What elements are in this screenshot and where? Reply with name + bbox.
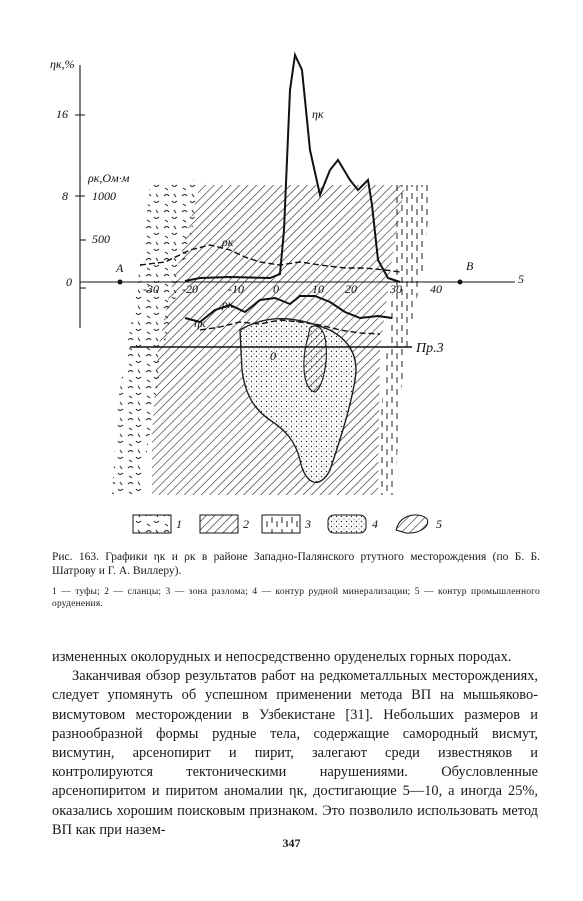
legend-label-3: 3 <box>305 517 311 531</box>
y-tick-8: 8 <box>62 189 68 203</box>
point-a-label: A <box>116 261 124 275</box>
x-tick-minus30: -30 <box>143 282 159 296</box>
body-text <box>52 648 538 840</box>
rho-curve-label-lower: ρк <box>222 297 234 311</box>
legend-swatch-fault <box>262 515 300 533</box>
point-b-label: B <box>466 259 474 273</box>
legend-label-1: 1 <box>176 517 182 531</box>
y-tick-16: 16 <box>56 107 68 121</box>
legend-swatch-shale <box>200 515 238 533</box>
y-tick-0: 0 <box>66 275 72 289</box>
figure-legend-text: 1 — туфы; 2 — сланцы; 3 — зона разлома; 4 — контур рудной минерализации; 5 — контур промышленного оруденения. <box>52 587 540 609</box>
x-tick-minus20: -20 <box>182 282 198 296</box>
x-tick-30: 30 <box>390 282 402 296</box>
x-end-label: 5 <box>518 272 524 286</box>
eta-curve-label: ηк <box>312 107 324 121</box>
page-number: 347 <box>282 836 301 850</box>
x-tick-20: 20 <box>345 282 357 296</box>
x-tick-10: 10 <box>312 282 324 296</box>
legend-label-4: 4 <box>372 517 378 531</box>
rho-curve-label-upper: ρк <box>222 235 234 249</box>
y-axis-title: ηк,% <box>50 57 75 71</box>
x-tick-40: 40 <box>430 282 442 296</box>
rho-tick-500: 500 <box>92 232 110 246</box>
geologic-map <box>112 180 430 495</box>
rho-axis-title: ρк,Ом·м <box>88 171 130 185</box>
legend <box>133 515 442 533</box>
profile-label: Пр.3 <box>416 341 444 356</box>
paragraph-2: Заканчивая обзор результатов работ на редкометалльных месторождениях, следует упомянуть об успешном применении метода ВП на мышьяково-висмутовом месторождении в Узбекистане [31]. Небольших размеров и разнообразной формы рудные тела, содержащие самородный висмут, висмутин, арсенопирит и пирит, залегают среди известняков и контролируются тектоническими нарушениями. Обусловленные арсенопиритом и пиритом аномалии ηк, достигающие 5—10, а иногда 25%, оказались хорошим поисковым признаком. Это позволило использовать метод ВП как при назем- <box>52 668 538 838</box>
legend-label-2: 2 <box>243 517 249 531</box>
figure-caption: Рис. 163. Графики ηк и ρк в районе Западно-Палянского ртутного месторождения (по Б. Б. Шатрову и Г. А. Виллеру). <box>52 551 540 577</box>
rho-tick-1000: 1000 <box>92 189 116 203</box>
x-tick-minus10: -10 <box>228 282 244 296</box>
legend-swatch-ore <box>396 515 428 533</box>
eta-curve-label-lower: ηк <box>194 316 206 330</box>
legend-label-5: 5 <box>436 517 442 531</box>
legend-swatch-mineralization <box>328 515 366 533</box>
section-zero-label: 0 <box>270 349 276 363</box>
legend-swatch-tuff <box>133 515 171 533</box>
x-tick-0: 0 <box>273 282 279 296</box>
paragraph-1: измененных околорудных и непосредственно оруденелых горных породах. <box>52 649 512 665</box>
